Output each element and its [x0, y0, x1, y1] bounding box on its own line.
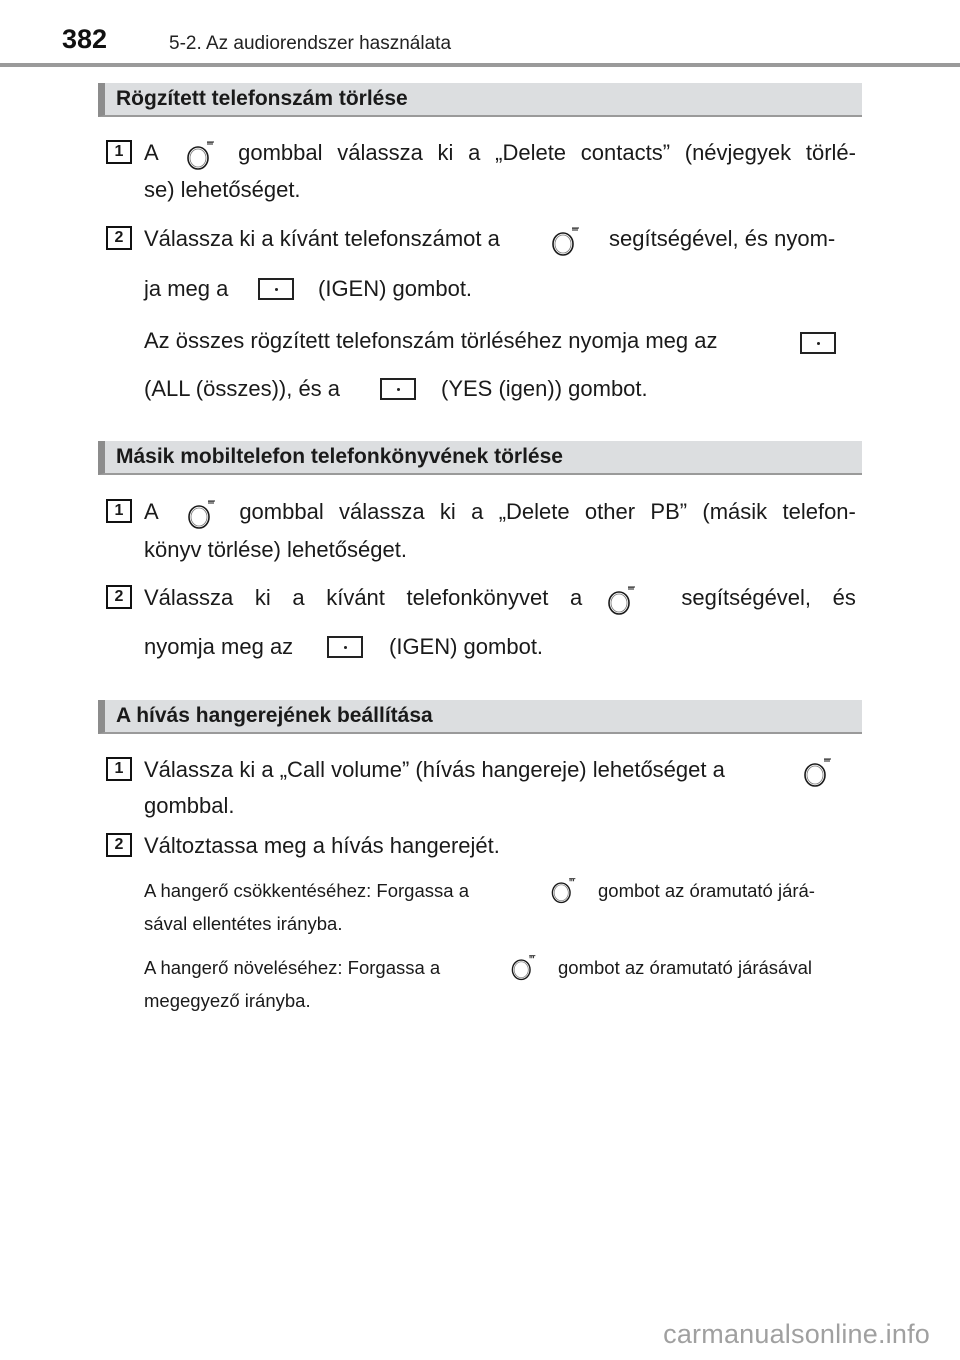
step-number: 1	[106, 757, 132, 781]
note-text-line: gombot az óramutató járásával	[558, 957, 812, 978]
tune-knob-icon	[548, 225, 582, 259]
note-text-line: megegyező irányba.	[144, 990, 311, 1011]
section-title: Rögzített telefonszám törlése	[116, 87, 408, 110]
tune-knob-icon	[184, 498, 218, 532]
step-number: 2	[106, 226, 132, 250]
step-text-line: Válassza ki a „Call volume” (hívás hangereje) lehetőséget a	[144, 757, 725, 782]
note-text-line: (YES (igen)) gombot.	[441, 376, 648, 401]
step-text-line: könyv törlése) lehetőséget.	[144, 537, 407, 562]
watermark: carmanualsonline.info	[663, 1319, 930, 1349]
tune-knob-icon	[604, 584, 638, 618]
step-number: 1	[106, 140, 132, 164]
step-text-line: (IGEN) gombot.	[318, 276, 473, 301]
section-header-call-volume	[98, 700, 862, 734]
step-text-line: (IGEN) gombot.	[389, 634, 544, 659]
note-text-line: sával ellentétes irányba.	[144, 913, 343, 934]
section-title: A hívás hangerejének beállítása	[116, 704, 433, 727]
preset-key-icon	[800, 332, 836, 354]
step-text-line: Válassza ki a kívánt telefonkönyvet a segítségével, és	[144, 585, 856, 610]
step-number: 2	[106, 833, 132, 857]
step-text-line: ja meg a	[144, 276, 229, 301]
chapter-title: 5-2. Az audiorendszer használata	[169, 33, 452, 54]
section-title: Másik mobiltelefon telefonkönyvének törlése	[116, 445, 563, 468]
note-text-line: gombot az óramutató járá-	[598, 880, 815, 901]
page-number: 382	[62, 24, 108, 54]
note-text-line: (ALL (összes)), és a	[144, 376, 341, 401]
step-text-line: nyomja meg az	[144, 634, 294, 659]
preset-key-icon	[327, 636, 363, 658]
note-text-line: A hangerő növeléséhez: Forgassa a	[144, 957, 441, 978]
tune-knob-icon	[800, 756, 834, 790]
step-text-line: segítségével, és nyom-	[609, 226, 836, 251]
step-text-line: Válassza ki a kívánt telefonszámot a	[144, 226, 500, 251]
header-divider	[0, 63, 960, 67]
page-header	[0, 0, 960, 70]
preset-key-icon	[258, 278, 294, 300]
step-text-line: gombbal.	[144, 793, 235, 818]
note-text-line: Az összes rögzített telefonszám törléséhez nyomja meg az	[144, 328, 718, 353]
step-text-line: A gombbal válassza ki a „Delete other PB” (másik telefon-	[144, 499, 856, 524]
section-header-delete-number	[98, 83, 862, 117]
tune-knob-icon	[508, 953, 538, 983]
step-text-line: A gombbal válassza ki a „Delete contacts” (névjegyek törlé-	[144, 140, 856, 165]
section-header-delete-phonebook	[98, 441, 862, 475]
tune-knob-icon	[183, 139, 217, 173]
note-text-line: A hangerő csökkentéséhez: Forgassa a	[144, 880, 469, 901]
step-number: 1	[106, 499, 132, 523]
preset-key-icon	[380, 378, 416, 400]
step-text-line: se) lehetőséget.	[144, 177, 301, 202]
step-text-line: Változtassa meg a hívás hangerejét.	[144, 833, 500, 858]
tune-knob-icon	[548, 876, 578, 906]
step-number: 2	[106, 585, 132, 609]
